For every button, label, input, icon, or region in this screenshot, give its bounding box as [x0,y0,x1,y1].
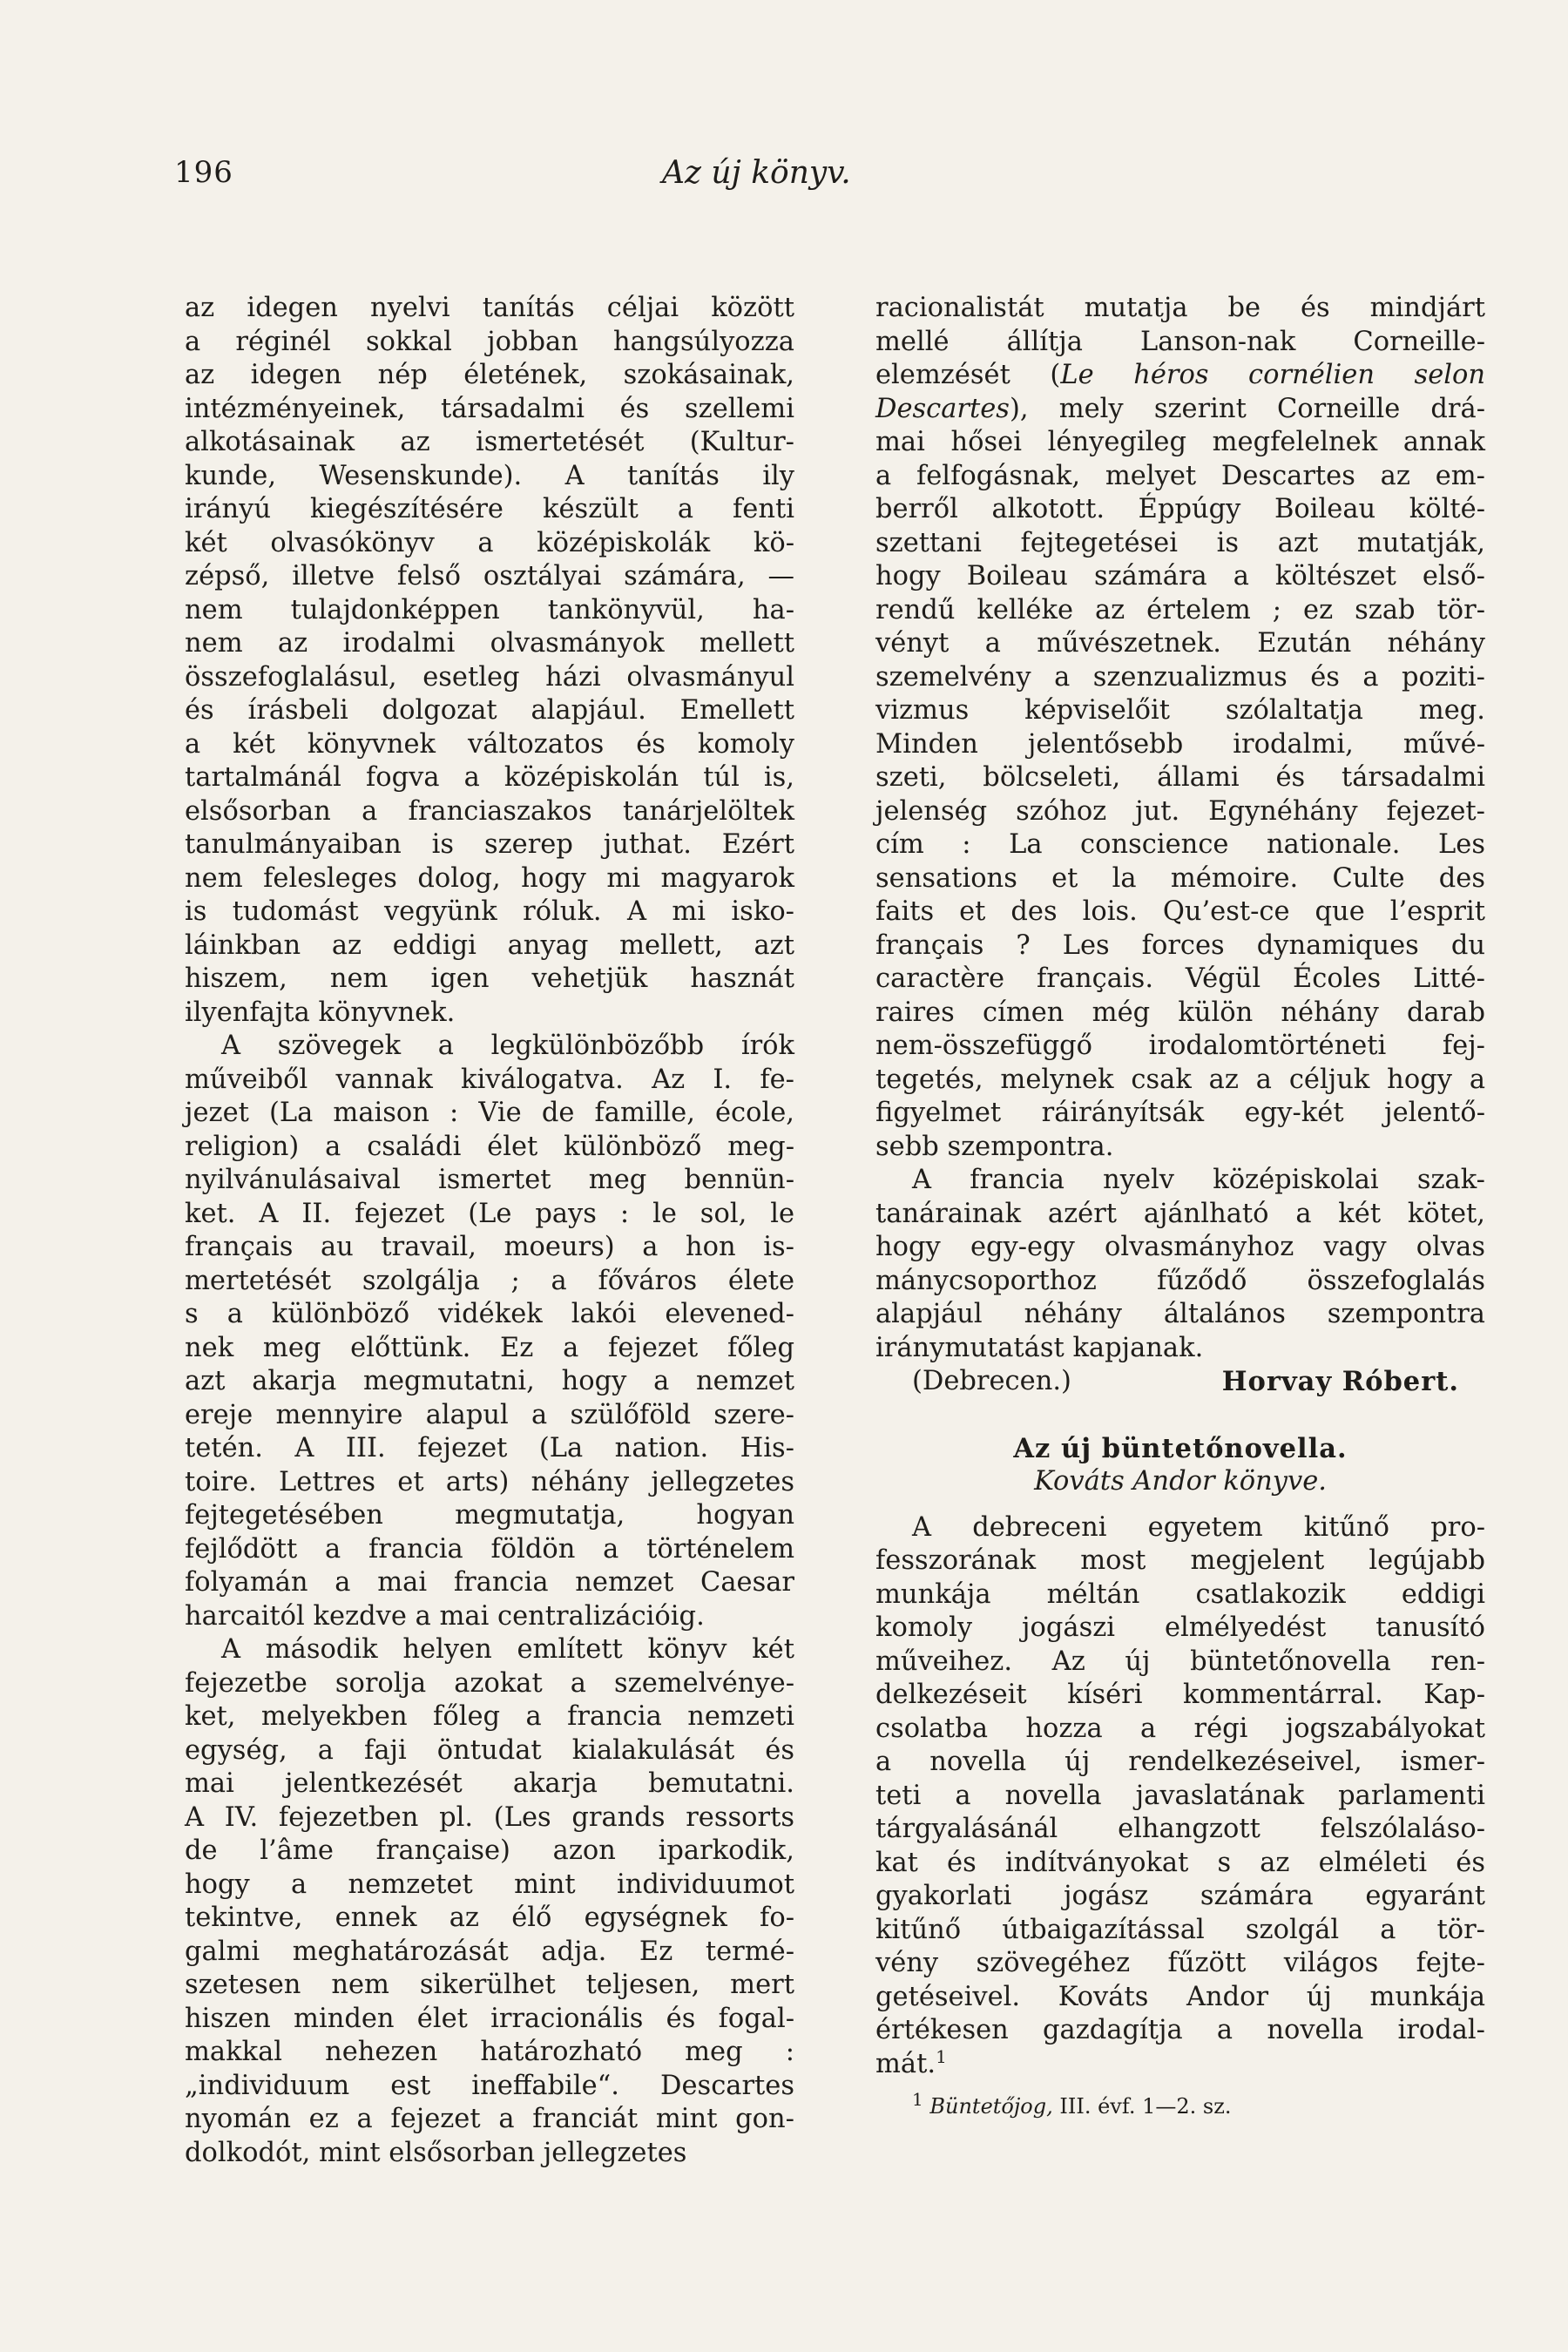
text-line: azt akarja megmutatni, hogy a nemzet [185,1366,794,1396]
text-line: fesszorának most megjelent legújabb [875,1545,1485,1576]
text-line: irányú kiegészítésére készült a fenti [185,494,794,524]
text-line: rendű kelléke az értelem ; ez szab tör- [875,594,1485,625]
text-line: cím : La conscience nationale. Les [875,829,1485,860]
text-line: vizmus képviselőit szólaltatja meg. [875,695,1485,726]
text-line: caractère français. Végül Écoles Litté- [875,963,1485,994]
text-line: és írásbeli dolgozat alapjául. Emellett [185,695,794,726]
running-title: Az új könyv. [662,155,851,191]
page-number: 196 [174,155,233,190]
text-line: mellé állítja Lanson-nak Corneille- [875,326,1485,357]
text-line: iránymutatást kapjanak. [875,1332,1204,1363]
text-line: Descartes), mely szerint Corneille drá- [875,393,1485,424]
text-line: nyomán ez a fejezet a franciát mint gon- [185,2104,794,2134]
text-line: is tudomást vegyünk róluk. A mi isko- [185,896,794,927]
text-line: nem-összefüggő irodalomtörténeti fej- [875,1031,1485,1061]
text-line: mai hősei lényegileg megfelelnek annak [875,427,1485,457]
text-line: Minden jelentősebb irodalmi, művé- [875,728,1485,760]
text-line: a novella új rendelkezéseivel, ismer- [875,1747,1485,1777]
text-line: makkal nehezen határozható meg : [185,2037,794,2067]
text-line: figyelmet ráirányítsák egy-két jelentő- [875,1098,1485,1128]
text-line: ereje mennyire alapul a szülőföld szere- [185,1399,794,1430]
text-line: A debreceni egyetem kitűnő pro- [912,1511,1485,1543]
text-line: szemelvény a szenzualizmus és a poziti- [875,661,1485,693]
text-line: komoly jogászi elmélyedést tanusító [875,1612,1485,1643]
text-line: fejlődött a francia földön a történelem [185,1533,794,1565]
text-line: ket. A II. fejezet (Le pays : le sol, le [185,1198,794,1229]
text-line: getéseivel. Kováts Andor új munkája [875,1981,1485,2012]
text-line: hogy a nemzetet mint individuumot [185,1869,794,1900]
text-line: csolatba hozza a régi jogszabályokat [875,1713,1485,1744]
text-line: A IV. fejezetben pl. (Les grands ressorts [185,1801,794,1833]
right-column [875,292,1485,2119]
text-line: hiszem, nem igen vehetjük hasznát [185,963,794,994]
text-line: mánycsoporthoz fűződő összefoglalás [875,1265,1485,1296]
right-column-text-continued [875,426,1485,1365]
footnote-ref: 1 [936,2045,947,2067]
text-line: kat és indítványokat s az elméleti és [875,1847,1485,1878]
text-line: fejtegetésében megmutatja, hogyan [185,1500,794,1531]
text-line: műveiből vannak kiválogatva. Az I. fe- [185,1064,794,1095]
text-line: a felfogásnak, melyet Descartes az em- [875,460,1485,491]
text-line: faits et des lois. Qu’est-ce que l’esprit [875,896,1485,927]
text-line: nek meg előttünk. Ez a fejezet főleg [185,1332,794,1363]
text-line: a két könyvnek változatos és komoly [185,728,794,760]
text-line: zépső, illetve felső osztályai számára, — [185,561,794,591]
text-line: ket, melyekben főleg a francia nemzeti [185,1701,794,1732]
text-line: harcaitól kezdve a mai centralizációig. [185,1600,705,1632]
text-line: kitűnő útbaigazítással szolgál a tör- [875,1914,1485,1945]
text-line: de l’âme française) azon iparkodik, [185,1835,794,1866]
section-title: Az új büntetőnovella. [1013,1432,1348,1464]
text-line: hogy Boileau számára a költészet első- [875,561,1485,591]
text-line: tegetés, melynek csak az a céljuk hogy a [875,1064,1485,1095]
text-line: mai jelentkezését akarja bemutatni. [185,1768,794,1799]
text-line: français au travail, moeurs) a hon is- [185,1232,794,1262]
text-line: munkája méltán csatlakozik eddigi [875,1578,1485,1610]
text-line: alapjául néhány általános szempontra [875,1299,1485,1329]
text-line: tekintve, ennek az élő egységnek fo- [185,1903,794,1933]
text-line: ilyenfajta könyvnek. [185,997,456,1028]
text-line: s a különböző vidékek lakói elevened- [185,1299,794,1329]
text-line: szetesen nem sikerülhet teljesen, mert [185,1970,794,2000]
text-line: elemzését (Le héros cornélien selon [875,360,1485,390]
text-line: tanulmányaiban is szerep juthat. Ezért [185,829,794,860]
text-line: összefoglalásul, esetleg házi olvasmányul [185,661,794,693]
text-line: nyilvánulásaival ismertet meg bennün- [185,1165,794,1195]
footnote: $^1$ Büntetőjog, III. évf. 1—2. sz. [912,2089,1232,2119]
signature-place: (Debrecen.) [912,1366,1071,1396]
text-line: hogy egy-egy olvasmányhoz vagy olvas [875,1232,1485,1262]
text-line: egység, a faji öntudat kialakulását és [185,1734,794,1766]
text-line: tetén. A III. fejezet (La nation. His- [185,1433,794,1463]
right-column-text [875,292,1485,359]
text-line: sensations et la mémoire. Culte des [875,862,1485,894]
text-line: folyamán a mai francia nemzet Caesar [185,1567,794,1598]
text-line: láinkban az eddigi anyag mellett, azt [185,929,794,961]
text-line: delkezéseit kíséri kommentárral. Kap- [875,1680,1485,1710]
text-line: A francia nyelv középiskolai szak- [912,1165,1485,1195]
text-line: A második helyen említett könyv két [221,1634,794,1665]
signature-name: Horvay Róbert. [1221,1366,1459,1397]
page-header [174,155,1394,207]
text-line: tárgyalásánál elhangzott felszólaláso- [875,1814,1485,1844]
text-line: az idegen nyelvi tanítás céljai között [185,293,794,323]
text-line: mát.$^1$ [875,2045,947,2079]
text-line: jezet (La maison : Vie de famille, école, [185,1098,794,1128]
text-line: tanárainak azért ajánlható a két kötet, [875,1198,1485,1229]
text-line: mertetését szolgálja ; a főváros élete [185,1265,794,1296]
section-text [875,1511,1485,2048]
text-line: teti a novella javaslatának parlamenti [875,1780,1485,1811]
section-subtitle: Kováts Andor könyve. [1034,1466,1327,1497]
text-line: „individuum est ineffabile“. Descartes [185,2070,794,2101]
text-line: értékesen gazdagítja a novella irodal- [875,2015,1485,2045]
text-line: A szövegek a legkülönbözőbb írók [221,1031,794,1061]
text-line: vényt a művészetnek. Ezután néhány [875,628,1485,659]
text-line: elsősorban a franciaszakos tanárjelöltek [185,795,794,827]
text-line: két olvasókönyv a középiskolák kö- [185,527,794,558]
text-line: jelenség szóhoz jut. Egynéhány fejezet- [875,795,1485,827]
text-line: hiszen minden élet irracionális és fogal- [185,2003,794,2034]
text-line: religion) a családi élet különböző meg- [185,1131,794,1162]
text-line: français ? Les forces dynamiques du [875,929,1485,961]
text-line: a réginél sokkal jobban hangsúlyozza [185,326,794,357]
text-line: kunde, Wesenskunde). A tanítás ily [185,460,794,491]
text-line: intézményeinek, társadalmi és szellemi [185,393,794,424]
signature [875,1365,1485,1399]
text-line: az idegen nép életének, szokásainak, [185,360,794,390]
text-line: galmi meghatározását adja. Ez termé- [185,1936,794,1967]
text-line: sebb szempontra. [875,1131,1114,1162]
text-line: raires címen még külön néhány darab [875,997,1485,1028]
text-line: alkotásainak az ismertetését (Kultur- [185,427,794,457]
text-line: gyakorlati jogász számára egyaránt [875,1881,1485,1911]
text-line: nem felesleges dolog, hogy mi magyarok [185,862,794,894]
text-line: tartalmánál fogva a középiskolán túl is, [185,762,794,793]
text-line: szettani fejtegetései is azt mutatják, [875,527,1485,558]
text-line: nem tulajdonképpen tankönyvül, ha- [185,594,794,625]
text-line: toire. Lettres et arts) néhány jellegzetes [185,1466,794,1497]
text-line: racionalistát mutatja be és mindjárt [875,293,1485,323]
text-line: szeti, bölcseleti, állami és társadalmi [875,762,1485,793]
text-line: nem az irodalmi olvasmányok mellett [185,628,794,659]
text-line: fejezetbe sorolja azokat a szemelvénye- [185,1667,794,1699]
left-column [185,292,794,2170]
text-line: vény szövegéhez fűzött világos fejte- [875,1948,1485,1978]
text-line: műveihez. Az új büntetőnovella ren- [875,1646,1485,1677]
text-line: dolkodót, mint elsősorban jellegzetes [185,2137,687,2168]
text-line: berről alkotott. Éppúgy Boileau költé- [875,494,1485,524]
